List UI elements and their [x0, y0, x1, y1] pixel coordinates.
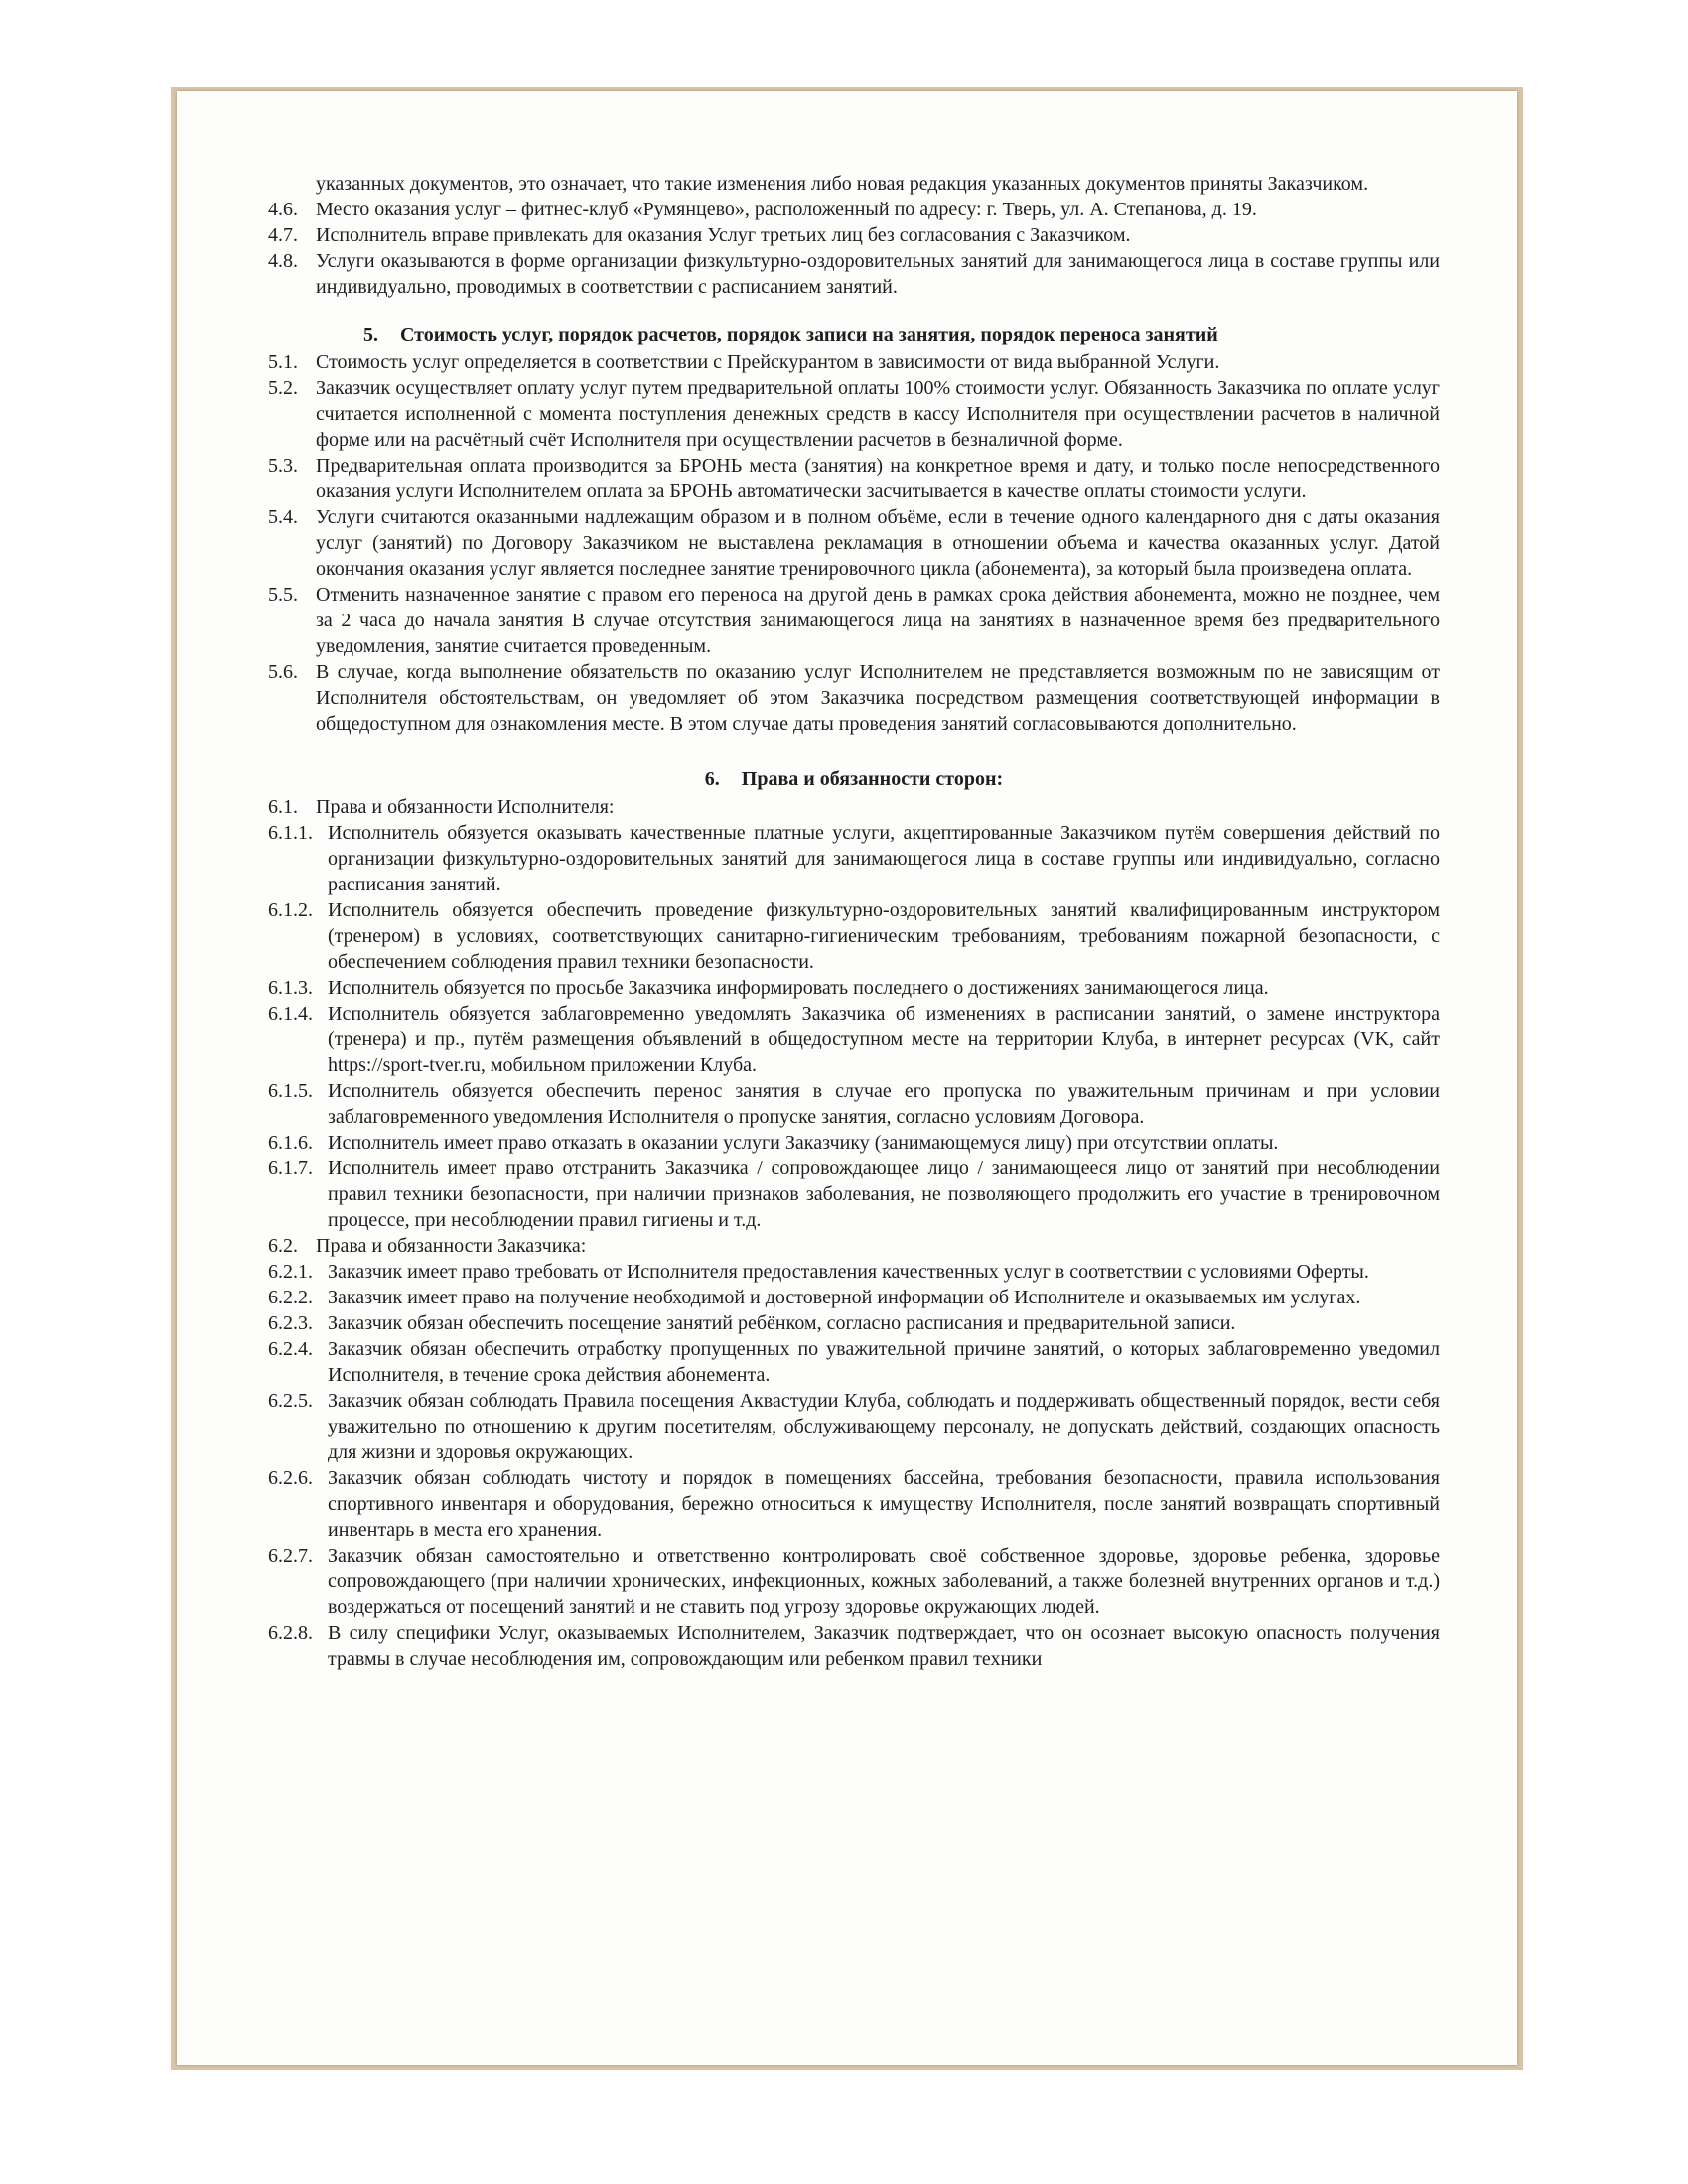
list-item: [268, 897, 1440, 975]
item-text: Права и обязанности Заказчика:: [316, 1235, 587, 1257]
list-item: [268, 820, 1440, 897]
list-item: [268, 504, 1440, 582]
document-content: [268, 171, 1440, 1672]
list-item: [268, 1336, 1440, 1388]
item-text: Заказчик обязан самостоятельно и ответственно контролировать своё собственное здоровье, здоровье ребенка, здоровье сопровождающего (при наличии хронических, инфекционных, кожных заболеваний, а также болезней внутренних органов и т.д.) воздержаться от посещений занятий и не ставить под угрозу здоровье окружающих людей.: [328, 1545, 1440, 1618]
item-text: Предварительная оплата производится за БРОНЬ места (занятия) на конкретное время и дату, и только после непосредственного оказания услуги Исполнителем оплата за БРОНЬ автоматически засчитывается в качестве оплаты стоимости услуги.: [316, 455, 1440, 502]
item-number: 6.2.: [268, 1235, 298, 1257]
item-number: 6.2.4.: [268, 1338, 313, 1360]
subsection-6-1-heading: [268, 794, 1440, 820]
list-item: [268, 248, 1440, 300]
item-text: Заказчик имеет право требовать от Исполнителя предоставления качественных услуг в соответствии с условиями Оферты.: [328, 1261, 1369, 1283]
item-text: Исполнитель обязуется оказывать качественные платные услуги, акцептированные Заказчиком путём совершения действий по организации физкультурно-оздоровительных занятий для занимающегося лица в составе группы или индивидуально, согласно расписания занятий.: [328, 822, 1440, 895]
item-number: 5.4.: [268, 506, 298, 528]
item-text: Исполнитель обязуется по просьбе Заказчика информировать последнего о достижениях занимающегося лица.: [328, 977, 1269, 999]
list-item: [268, 1130, 1440, 1156]
item-number: 6.1.1.: [268, 822, 313, 844]
item-text: Стоимость услуг определяется в соответствии с Прейскурантом в зависимости от вида выбранной Услуги.: [316, 351, 1220, 373]
item-number: 6.2.6.: [268, 1467, 313, 1489]
item-number: 4.8.: [268, 250, 298, 272]
list-item: [268, 1543, 1440, 1620]
item-text: Заказчик обязан обеспечить посещение занятий ребёнком, согласно расписания и предварительной записи.: [328, 1312, 1236, 1334]
item-number: 6.2.2.: [268, 1287, 313, 1308]
item-text: Заказчик обязан соблюдать чистоту и порядок в помещениях бассейна, требования безопасности, правила использования спортивного инвентаря и оборудования, бережно относиться к имуществу Исполнителя, после занятий возвращать спортивный инвентарь в места его хранения.: [328, 1467, 1440, 1541]
list-item: [268, 349, 1440, 375]
item-number: 6.1.: [268, 796, 298, 818]
section6-title: Права и обязанности сторон:: [741, 768, 1004, 790]
item-number: 5.3.: [268, 455, 298, 477]
item-number: 6.1.5.: [268, 1080, 313, 1102]
item-number: 6.1.4.: [268, 1003, 313, 1024]
list-item: [268, 975, 1440, 1001]
item-text: Исполнитель вправе привлекать для оказания Услуг третьих лиц без согласования с Заказчиком.: [316, 224, 1131, 246]
item-number: 5.5.: [268, 584, 298, 606]
section5-number: 5.: [363, 324, 378, 345]
item-number: 6.1.7.: [268, 1158, 313, 1179]
section5-list: [268, 349, 1440, 737]
item-text: В силу специфики Услуг, оказываемых Исполнителем, Заказчик подтверждает, что он осознает высокую опасность получения травмы в случае несоблюдения им, сопровождающим или ребенком правил техники: [328, 1622, 1440, 1670]
section5-title: Стоимость услуг, порядок расчетов, порядок записи на занятия, порядок переноса занятий: [400, 324, 1218, 345]
section4-list: [268, 197, 1440, 300]
item-number: 6.2.8.: [268, 1622, 313, 1644]
item-number: 5.1.: [268, 351, 298, 373]
item-text: Услуги считаются оказанными надлежащим образом и в полном объёме, если в течение одного календарного дня с даты оказания услуг (занятий) по Договору Заказчиком не выставлена рекламация в отношении объема и качества оказанных услуг. Датой окончания оказания услуг является последнее занятие тренировочного цикла (абонемента), за который была произведена оплата.: [316, 506, 1440, 580]
item-number: 5.2.: [268, 377, 298, 399]
list-item: [268, 1285, 1440, 1310]
item-number: 5.6.: [268, 661, 298, 683]
item-text: Исполнитель имеет право отстранить Заказчика / сопровождающее лицо / занимающееся лицо от занятий при несоблюдении правил техники безопасности, при наличии признаков заболевания, не позволяющего продолжить его участие в тренировочном процессе, при несоблюдении правил гигиены и т.д.: [328, 1158, 1440, 1231]
item-text: Права и обязанности Исполнителя:: [316, 796, 615, 818]
item-number: 6.1.3.: [268, 977, 313, 999]
list-item: [268, 1001, 1440, 1078]
list-item: [268, 1620, 1440, 1672]
item-text: Место оказания услуг – фитнес-клуб «Румянцево», расположенный по адресу: г. Тверь, ул. А. Степанова, д. 19.: [316, 199, 1257, 220]
item-text: В случае, когда выполнение обязательств по оказанию услуг Исполнителем не представляется возможным по не зависящим от Исполнителя обстоятельствам, он уведомляет об этом Заказчика посредством размещения соответствующей информации в общедоступном для ознакомления месте. В этом случае даты проведения занятий согласовываются дополнительно.: [316, 661, 1440, 735]
item-text: Исполнитель обязуется обеспечить проведение физкультурно-оздоровительных занятий квалифицированным инструктором (тренером) в условиях, соответствующих санитарно-гигиеническим требованиям, требованиям пожарной безопасности, с обеспечением соблюдения правил техники безопасности.: [328, 899, 1440, 973]
list-item: [268, 222, 1440, 248]
item-number: 6.2.3.: [268, 1312, 313, 1334]
item-text: Исполнитель обязуется обеспечить перенос занятия в случае его пропуска по уважительным причинам и при условии заблаговременного уведомления Исполнителя о пропуске занятия, согласно условиям Договора.: [328, 1080, 1440, 1128]
item-text: Заказчик осуществляет оплату услуг путем предварительной оплаты 100% стоимости услуг. Обязанность Заказчика по оплате услуг считается исполненной с момента поступления денежных средств в кассу Исполнителя при осуществлении расчетов в наличной форме или на расчётный счёт Исполнителя при осуществлении расчетов в безналичной форме.: [316, 377, 1440, 451]
list-item: [268, 197, 1440, 222]
list-item: [268, 1465, 1440, 1543]
item-number: 4.7.: [268, 224, 298, 246]
list-item: [268, 1259, 1440, 1285]
item-text: Заказчик обязан соблюдать Правила посещения Аквастудии Клуба, соблюдать и поддерживать общественный порядок, вести себя уважительно по отношению к другим посетителям, обслуживающему персоналу, не допускать действий, создающих опасность для жизни и здоровья окружающих.: [328, 1390, 1440, 1463]
list-item: [268, 659, 1440, 737]
item-number: 6.2.1.: [268, 1261, 313, 1283]
item-text: Исполнитель обязуется заблаговременно уведомлять Заказчика об изменениях в расписании занятий, о замене инструктора (тренера) и пр., путём размещения объявлений в общедоступном месте на территории Клуба, в интернет ресурсах (VK, сайт https://sport-tver.ru, мобильном приложении Клуба.: [328, 1003, 1440, 1076]
list-item: [268, 1310, 1440, 1336]
subsection-6-2-list: [268, 1259, 1440, 1672]
item-text: Заказчик обязан обеспечить отработку пропущенных по уважительной причине занятий, о которых заблаговременно уведомил Исполнителя, в течение срока действия абонемента.: [328, 1338, 1440, 1386]
list-item: [268, 375, 1440, 453]
list-item: [268, 1156, 1440, 1233]
document-page: [177, 91, 1517, 2065]
list-item: [268, 582, 1440, 659]
section5-heading: [268, 322, 1440, 347]
section6-number: 6.: [704, 768, 720, 790]
continuation-paragraph: указанных документов, это означает, что такие изменения либо новая редакция указанных документов приняты Заказчиком.: [316, 173, 1369, 195]
subsection-6-2-heading: [268, 1233, 1440, 1259]
item-number: 6.1.2.: [268, 899, 313, 921]
item-number: 6.2.7.: [268, 1545, 313, 1567]
item-number: 4.6.: [268, 199, 298, 220]
item-number: 6.2.5.: [268, 1390, 313, 1412]
item-text: Услуги оказываются в форме организации физкультурно-оздоровительных занятий для занимающегося лица в составе группы или индивидуально, проводимых в соответствии с расписанием занятий.: [316, 250, 1440, 298]
item-number: 6.1.6.: [268, 1132, 313, 1154]
subsection-6-1-list: [268, 820, 1440, 1233]
section6-heading: [268, 766, 1440, 792]
item-text: Отменить назначенное занятие с правом его переноса на другой день в рамках срока действия абонемента, можно не позднее, чем за 2 часа до начала занятия В случае отсутствия занимающегося лица на занятиях в назначенное время без предварительного уведомления, занятие считается проведенным.: [316, 584, 1440, 657]
list-item: [268, 453, 1440, 504]
list-item: [268, 1078, 1440, 1130]
list-item: [268, 1388, 1440, 1465]
item-text: Исполнитель имеет право отказать в оказании услуги Заказчику (занимающемуся лицу) при отсутствии оплаты.: [328, 1132, 1279, 1154]
item-text: Заказчик имеет право на получение необходимой и достоверной информации об Исполнителе и оказываемых им услугах.: [328, 1287, 1361, 1308]
